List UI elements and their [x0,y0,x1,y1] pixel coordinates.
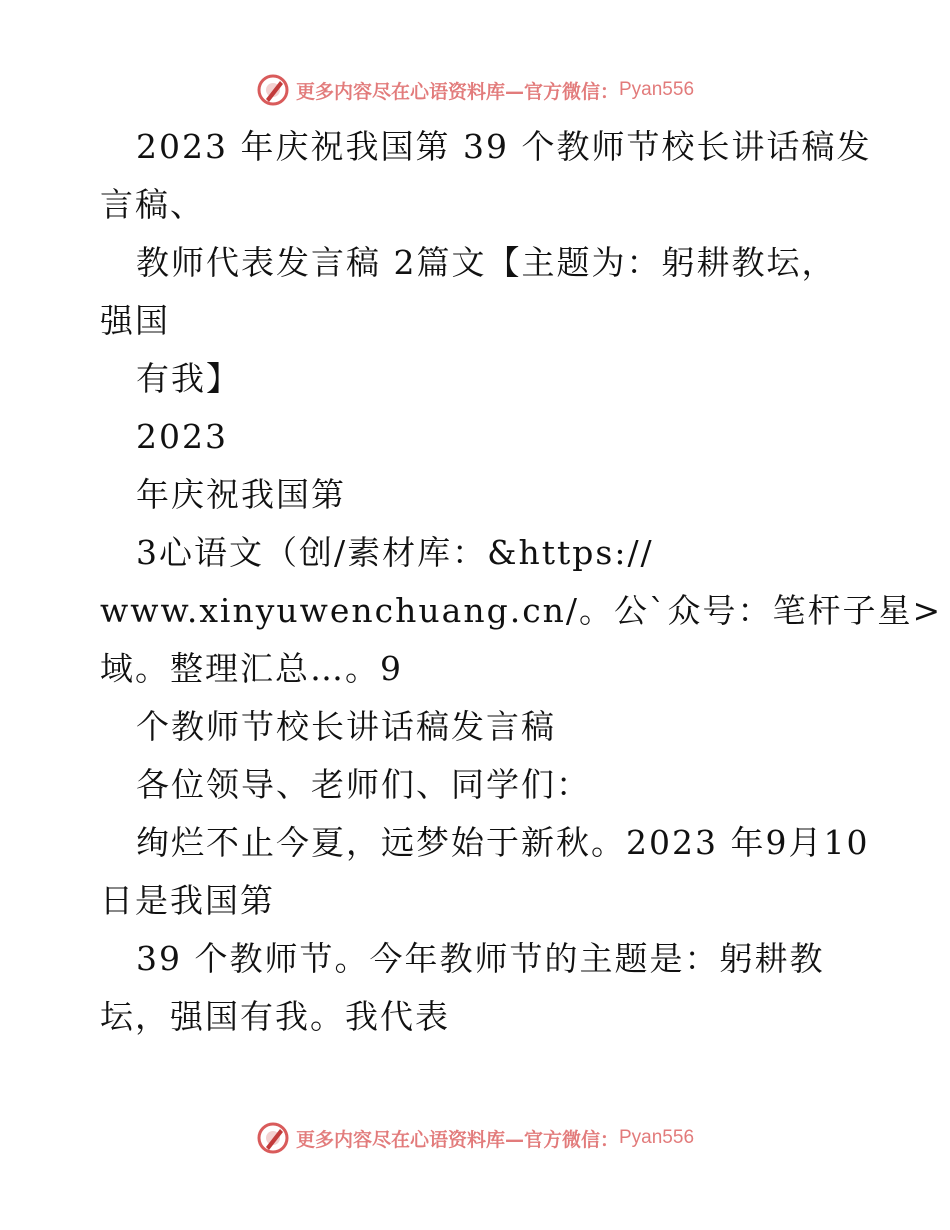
document-line: 个教师节校长讲话稿发言稿 [136,707,556,746]
header-banner-text: 更多内容尽在心语资料库—官方微信： [295,80,619,103]
header-banner [0,70,950,110]
document-body [100,118,943,1046]
document-line: 年庆祝我国第 [136,475,346,514]
document-line: 绚烂不止今夏，远梦始于新秋。2023 年9月10 [136,823,870,862]
document-line: 2023 年庆祝我国第 39 个教师节校长讲话稿发 [136,127,872,166]
document-line: www.xinyuwenchuang.cn/。公`众号：笔杆子星> [100,591,943,630]
red-pen-circle-logo-icon [256,73,290,107]
document-line: 各位领导、老师们、同学们： [136,765,591,804]
header-wechat-id: Pyan556 [619,79,695,100]
red-pen-circle-logo-icon [256,1121,290,1155]
document-line: 2023 [136,417,228,456]
document-line: 教师代表发言稿 2篇文【主题为：躬耕教坛， [136,243,837,282]
document-line: 3心语文（创/素材库：&https:// [136,533,654,572]
document-line: 强国 [100,301,170,340]
document-line: 言稿、 [100,185,205,224]
document-line: 39 个教师节。今年教师节的主题是：躬耕教 [136,939,825,978]
document-line: 日是我国第 [100,881,275,920]
footer-banner [0,1118,950,1158]
document-line: 坛，强国有我。我代表 [100,997,450,1036]
footer-wechat-id: Pyan556 [619,1127,695,1148]
document-line: 有我】 [136,359,241,398]
footer-banner-text: 更多内容尽在心语资料库—官方微信： [295,1128,619,1151]
document-line: 域。整理汇总…。9 [100,649,403,688]
